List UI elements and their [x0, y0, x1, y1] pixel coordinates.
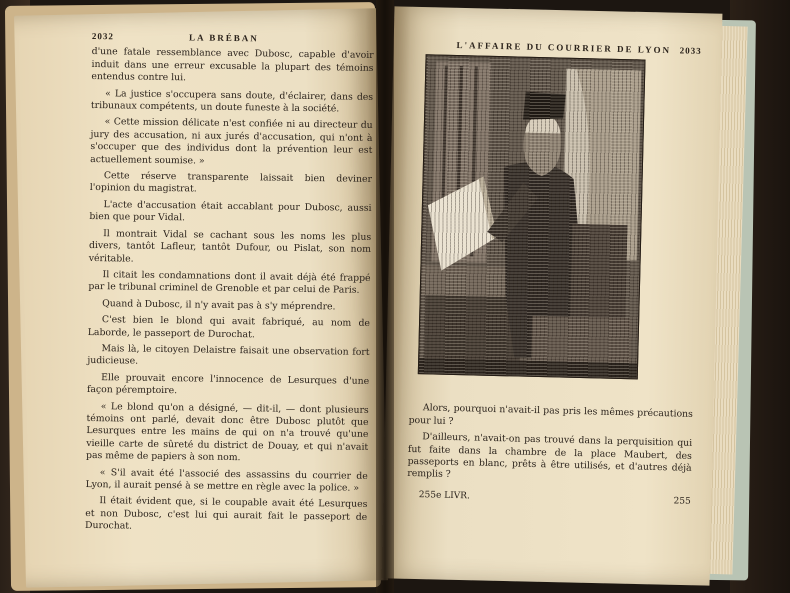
right-paragraph: D'ailleurs, n'avait-on pas trouvé dans la perquisition qui fut faite dans la chambre de la place Maubert, des passeports en blanc, prêts à être utilisés, et d'autres déjà remplis ? [407, 431, 693, 481]
left-paragraph: L'acte d'accusation était accablant pour Dubosc, aussi bien que pour Vidal. [89, 199, 372, 224]
right-page-text [407, 38, 702, 508]
left-page-number: 2032 [91, 30, 114, 42]
engraving-illustration [418, 55, 646, 380]
left-paragraph: Mais là, le citoyen Delaistre faisait une observation fort judicieuse. [87, 343, 370, 368]
left-paragraph: « Cette mission délicate n'est confiée ni au directeur du jury des accusation, ni aux jurés d'accusation, qui n'ont à s'occuper que des individus dont la prévention leur est actuellement soumise. » [90, 116, 373, 167]
book-gutter [376, 0, 394, 593]
left-paragraph: Quand à Dubosc, il n'y avait pas à s'y méprendre. [102, 297, 336, 313]
left-paragraph: Il montrait Vidal se cachant sous les noms les plus divers, tantôt Lafleur, tantôt Dufour, ou Pislat, son nom véritable. [88, 227, 372, 265]
left-paragraph: Il citait les condamnations dont il avait déjà été frappé par le tribunal criminel de Grenoble et par celui de Paris. [88, 269, 371, 297]
right-paragraph: Alors, pourquoi n'avait-il pas pris les mêmes précautions pour lui ? [408, 402, 694, 427]
livraison-mark: 255e LIVR. [418, 490, 470, 502]
left-paragraph: « La justice s'occupera sans doute, d'éclairer, dans des tribunaux compétents, un doute funeste à la société. [90, 87, 374, 115]
left-paragraph: « Le blond qu'on a désigné, — dit-il, — dont plusieurs témoins ont parlé, devait donc être Dubosc plutôt que Lesurques entre les mains de qui on n'a trouvé qu'une vieille carte de sûreté du district de Douay, et qui n'avait pas même de papiers à son nom. [85, 400, 369, 464]
left-paragraph: Il était évident que, si le coupable avait été Lesurques et non Dubosc, c'est lui qui aurait fait le passeport de Durochat. [85, 495, 368, 532]
engraving-caption [415, 380, 687, 401]
left-paragraph: d'une fatale ressemblance avec Dubosc, capable d'avoir induit dans une erreur excusable la plupart des témoins entendus contre lui. [91, 46, 374, 84]
left-paragraph: Elle prouvait encore l'innocence de Lesurques d'une façon péremptoire. [86, 371, 370, 397]
left-page-header [92, 30, 374, 46]
right-page-number: 2033 [679, 45, 702, 56]
left-paragraph: Cette réserve transparente laissait bien deviner l'opinion du magistrat. [89, 170, 373, 195]
signature-mark: 255 [673, 496, 691, 507]
left-running-title: LA BRÉBAN [188, 32, 259, 44]
engraving-hatching [419, 56, 645, 379]
left-paragraph: C'est bien le blond qui avait fabriqué, au nom de Laborde, le passeport de Durochat. [87, 314, 371, 340]
left-page-text [85, 30, 374, 541]
right-running-title: L'AFFAIRE DU COURRIER DE LYON [456, 39, 672, 56]
left-paragraph: « S'il avait été l'associé des assassins du courrier de Lyon, il aurait pensé à se mettre en règle avec la police. » [85, 466, 368, 494]
